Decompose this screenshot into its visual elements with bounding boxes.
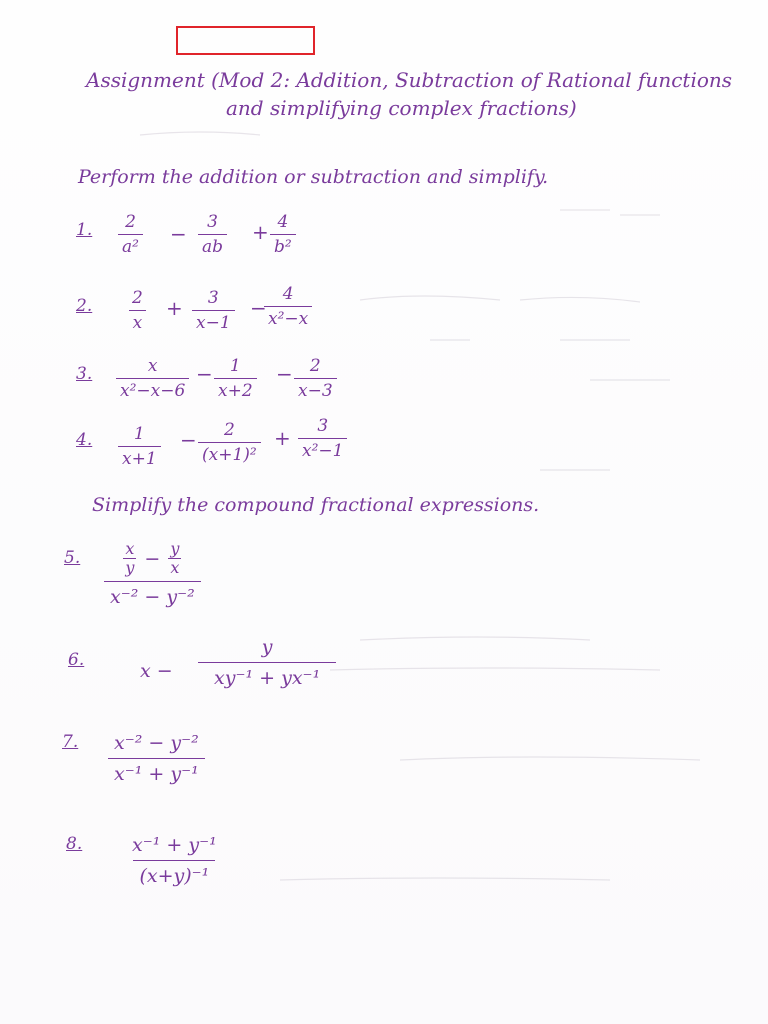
compound-denominator: x⁻² − y⁻² <box>104 581 201 608</box>
problem-7-number: 7. <box>62 732 79 752</box>
denominator: ab <box>198 234 227 257</box>
problem-8-number: 8. <box>66 834 83 854</box>
denominator: (x+y)⁻¹ <box>133 860 215 887</box>
numerator: 2 <box>125 212 136 232</box>
denominator: x⁻¹ + y⁻¹ <box>108 758 205 785</box>
operator: + <box>252 220 269 244</box>
numerator: 4 <box>282 284 294 304</box>
denominator: x <box>129 310 147 333</box>
problem-1-number: 1. <box>76 220 93 240</box>
denominator: x²−x <box>264 306 312 329</box>
operator: − <box>144 547 161 570</box>
denominator: b² <box>270 234 296 257</box>
denominator: x+2 <box>214 378 257 401</box>
numerator: 2 <box>223 420 235 440</box>
numerator: 1 <box>133 424 145 444</box>
numerator: 2 <box>309 356 321 376</box>
instructions-part2: Simplify the compound fractional expressions. <box>92 494 540 516</box>
numerator: 3 <box>207 288 219 308</box>
numerator: 4 <box>277 212 289 232</box>
problem-6-number: 6. <box>68 650 85 670</box>
denominator: x−3 <box>294 378 337 401</box>
denominator: x²−1 <box>298 438 347 461</box>
numerator: x⁻² − y⁻² <box>114 732 199 754</box>
numerator: y <box>261 636 273 658</box>
operator: + <box>166 296 183 320</box>
problem-2-number: 2. <box>76 296 93 316</box>
problem-4-number: 4. <box>76 430 93 450</box>
inner-numerator: x <box>125 539 135 558</box>
denominator: x−1 <box>192 310 235 333</box>
operator: − <box>250 296 267 320</box>
operator: − <box>180 428 197 452</box>
denominator: (x+1)² <box>198 442 261 465</box>
operator: − <box>196 362 213 386</box>
numerator: x <box>147 356 158 376</box>
operator: − <box>276 362 293 386</box>
numerator: x⁻¹ + y⁻¹ <box>132 834 217 856</box>
numerator: 1 <box>229 356 241 376</box>
denominator: x²−x−6 <box>116 378 189 401</box>
inner-denominator: x <box>170 558 180 577</box>
numerator: 3 <box>317 416 329 436</box>
problem-6-lead-term: x − <box>140 660 173 682</box>
numerator: 3 <box>207 212 218 232</box>
inner-numerator: y <box>170 539 180 558</box>
numerator: 2 <box>132 288 143 308</box>
title-line-2: and simplifying complex fractions) <box>226 96 577 120</box>
denominator: x+1 <box>118 446 161 469</box>
problem-5-number: 5. <box>64 548 81 568</box>
operator: − <box>170 222 187 246</box>
inner-denominator: y <box>125 558 135 577</box>
title-line-1: Assignment (Mod 2: Addition, Subtraction of Rational functions <box>86 68 733 92</box>
instructions-part1: Perform the addition or subtraction and simplify. <box>78 166 549 188</box>
denominator: a² <box>118 234 143 257</box>
denominator: xy⁻¹ + yx⁻¹ <box>198 662 336 689</box>
operator: + <box>274 426 291 450</box>
problem-3-number: 3. <box>76 364 93 384</box>
